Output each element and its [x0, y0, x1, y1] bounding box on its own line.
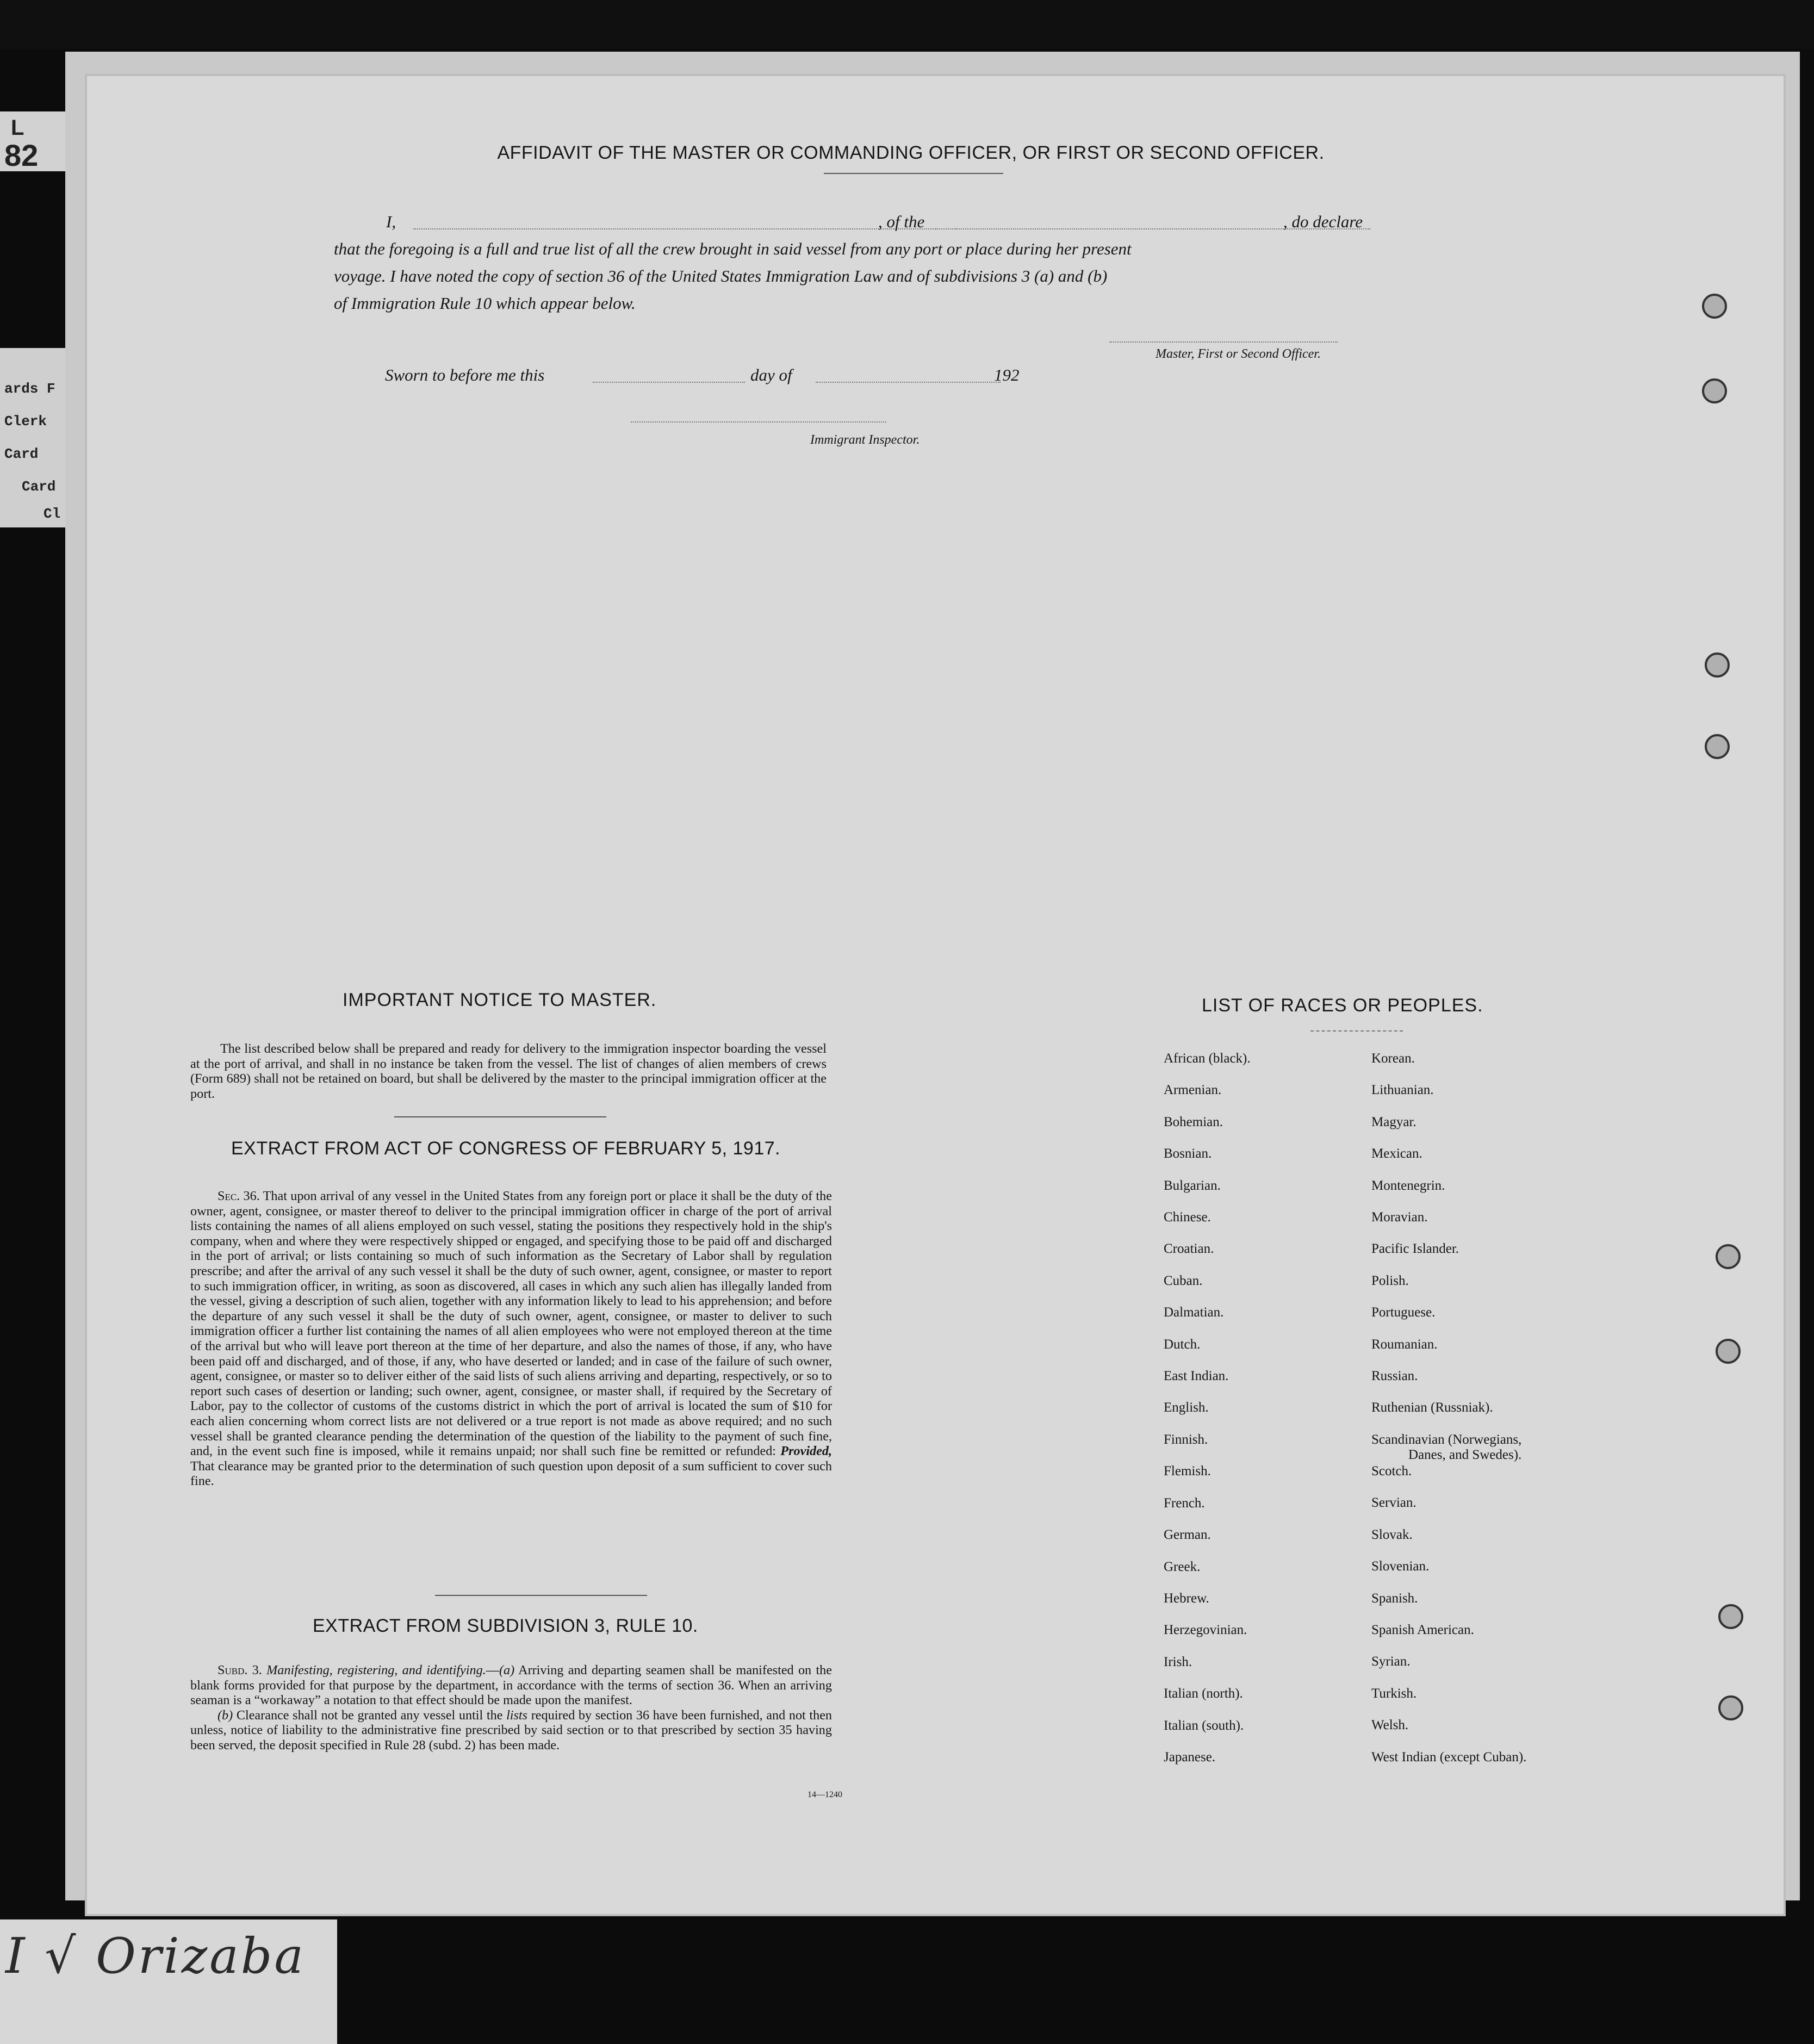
race-item: Bosnian.	[1164, 1146, 1212, 1161]
month-blank-line	[816, 382, 1001, 383]
margin-card-label: Clerk	[4, 413, 47, 430]
race-item: Portuguese.	[1371, 1305, 1436, 1320]
race-item: Bohemian.	[1164, 1114, 1223, 1129]
para-b-text-2: required by section 36 have been furnished, and not then unless, notice of liability to the administrative fine prescribed by said section or to that prescribed by section 35 having been served, the deposit specified in Rule 28 (subd. 2) has been made.	[190, 1707, 833, 1753]
race-item: Turkish.	[1371, 1686, 1417, 1701]
document-sheet	[87, 76, 1784, 1914]
affidavit-line2: that the foregoing is a full and true list of all the crew brought in said vessel from any port or place during her present	[334, 239, 1132, 258]
race-item: West Indian (except Cuban).	[1371, 1749, 1527, 1765]
race-item: Bulgarian.	[1164, 1178, 1221, 1193]
margin-page-number: 82	[4, 138, 39, 172]
race-item: Welsh.	[1371, 1718, 1409, 1733]
punch-hole-icon	[1716, 1244, 1741, 1269]
sec-36-text: That upon arrival of any vessel in the United States from any foreign port or place it shall be the duty of the owner, agent, consignee, or master thereof to deliver to the principal immigration officer in charge of the port of arrival lists containing the names of all aliens employed on such vessel, stating the positions they respectively hold in the ship's company, when and where they were respectively shipped or engaged, and specifying those to be paid off and discharged in the port of arrival; or lists containing so much of such information as the Secretary of Labor shall by regulation prescribe; and after the arrival of any such vessel it shall be the duty of such owner, agent, consignee, or master to report to such immigration officer, in writing, as soon as discovered, all cases in which any such alien has illegally landed from the vessel, giving a description of such alien, together with any information likely to lead to his apprehension; and before the departure of any such vessel it shall be the duty of such owner, agent, consignee, or master to deliver to such immigration officer a further list containing the names of all alien employees who were not employed thereon at the time of the arrival but who will leave port thereon at the time of her departure, and also the names of those, if any, who have been paid off and discharged, and of those, if any, who have deserted or landed; and in case of the failure of such owner, agent, consignee, or master so to deliver either of the said lists of such aliens arriving and departing, respectively, or so to report such cases of desertion or landing; such owner, agent, consignee, or master shall, if required by the Secretary of Labor, pay to the collector of customs of the customs district in which the port of arrival is located the sum of $10 for each alien concerning whom correct lists are not delivered or a true report is not made as above required; and no such vessel shall be granted clearance pending the determination of the question of the liability to the payment of such fine, and, in the event such fine is imposed, while it remains unpaid; nor shall such fine be remitted or refunded:	[190, 1189, 832, 1459]
name-blank-line	[413, 228, 957, 229]
race-item: Chinese.	[1164, 1210, 1211, 1225]
affidavit-i: I,	[386, 212, 396, 231]
race-item: Lithuanian.	[1371, 1083, 1434, 1098]
day-of-label: day of	[750, 365, 792, 384]
race-item: German.	[1164, 1527, 1211, 1543]
provided-label: Provided,	[780, 1444, 833, 1459]
race-item: English.	[1164, 1400, 1209, 1415]
race-item: Servian.	[1371, 1495, 1417, 1511]
race-item: Korean.	[1371, 1051, 1415, 1066]
race-item: Russian.	[1371, 1369, 1418, 1384]
margin-card-label: Card	[4, 446, 39, 462]
margin-card-label: Card	[22, 479, 56, 495]
race-item: Croatian.	[1164, 1241, 1214, 1257]
race-item: Finnish.	[1164, 1432, 1208, 1447]
race-item: Spanish American.	[1371, 1622, 1474, 1637]
races-title: LIST OF RACES OR PEOPLES.	[1202, 995, 1483, 1016]
margin-card-label: ards F	[4, 381, 55, 397]
notice-text	[190, 1041, 827, 1101]
sec-label: Sec. 36.	[218, 1189, 260, 1203]
race-item: Syrian.	[1371, 1654, 1411, 1669]
extract-act-title: EXTRACT FROM ACT OF CONGRESS OF FEBRUARY 5, 1917.	[231, 1138, 781, 1159]
para-b-text-1: Clearance shall not be granted any vessel until the	[236, 1707, 503, 1723]
affidavit-line3: voyage. I have noted the copy of section 36 of the United States Immigration Law and of subdivisions 3 (a) and (b)	[334, 266, 1108, 285]
punch-hole-icon	[1705, 653, 1730, 678]
master-signature-label: Master, First or Second Officer.	[1156, 347, 1321, 361]
race-item: Pacific Islander.	[1371, 1241, 1459, 1257]
inspector-signature-label: Immigrant Inspector.	[810, 433, 920, 447]
race-item	[1371, 1424, 1526, 1462]
punch-hole-icon	[1716, 1339, 1741, 1364]
race-item: Dalmatian.	[1164, 1305, 1224, 1320]
race-item-line: Danes, and Swedes).	[1408, 1447, 1522, 1462]
race-item: Greek.	[1164, 1559, 1201, 1574]
para-b-mark: (b)	[218, 1707, 233, 1723]
races-column-2	[1371, 1043, 1526, 1773]
race-item-line: Scandinavian (Norwegians,	[1371, 1432, 1522, 1447]
para-a-text: Arriving and departing seamen shall be manifested on the blank forms provided for that purpose by the department, in accordance with the terms of section 36. When an arriving seaman is a “workaway” a notation to that effect should be made upon the manifest.	[190, 1663, 832, 1708]
punch-hole-icon	[1718, 1604, 1743, 1629]
notice-title: IMPORTANT NOTICE TO MASTER.	[343, 990, 657, 1010]
section-rule	[394, 1116, 606, 1117]
sec-36-tail: That clearance may be granted prior to the determination of such question upon deposit of a sum sufficient to cover such fine.	[190, 1458, 832, 1489]
affidavit-of-the: , of the	[878, 212, 925, 231]
section-rule	[435, 1595, 647, 1596]
race-item: Hebrew.	[1164, 1591, 1209, 1606]
race-item: Magyar.	[1371, 1114, 1417, 1129]
form-number: 14—1240	[807, 1790, 842, 1799]
year-prefix: 192	[994, 365, 1020, 384]
inspector-signature-line	[631, 421, 886, 423]
race-item: Scotch.	[1371, 1463, 1412, 1478]
race-item: East Indian.	[1164, 1369, 1229, 1384]
master-signature-line	[1109, 341, 1338, 343]
race-item: Dutch.	[1164, 1337, 1201, 1352]
race-item: Herzegovinian.	[1164, 1623, 1247, 1638]
race-item: Spanish.	[1371, 1591, 1418, 1606]
subd-label: Subd. 3.	[218, 1663, 262, 1678]
extract-act-text	[190, 1189, 832, 1489]
race-item: Flemish.	[1164, 1464, 1211, 1479]
race-item: Montenegrin.	[1371, 1178, 1445, 1193]
margin-card-label: Cl	[44, 506, 61, 522]
affidavit-line4: of Immigration Rule 10 which appear below.	[334, 294, 636, 313]
margin-page-number-tab: L 82	[0, 111, 82, 171]
race-item: Italian (north).	[1164, 1686, 1243, 1701]
title-rule	[824, 173, 1003, 174]
punch-hole-icon	[1705, 734, 1730, 759]
day-blank-line	[593, 382, 745, 383]
race-item: Roumanian.	[1371, 1337, 1438, 1352]
race-item: Slovenian.	[1371, 1559, 1430, 1574]
scan-dark-border	[0, 0, 1814, 49]
punch-hole-icon	[1702, 378, 1727, 403]
race-item: Italian (south).	[1164, 1718, 1244, 1733]
race-item: Mexican.	[1371, 1146, 1422, 1161]
para-a-mark: (a)	[499, 1663, 515, 1678]
punch-hole-icon	[1702, 294, 1727, 319]
race-item: Polish.	[1371, 1273, 1409, 1288]
race-item: Slovak.	[1371, 1527, 1413, 1542]
race-item: Cuban.	[1164, 1273, 1203, 1288]
extract-rule-title: EXTRACT FROM SUBDIVISION 3, RULE 10.	[313, 1616, 698, 1636]
races-column-1	[1164, 1043, 1251, 1773]
race-item: Armenian.	[1164, 1083, 1222, 1098]
affidavit-title: AFFIDAVIT OF THE MASTER OR COMMANDING OFFICER, OR FIRST OR SECOND OFFICER.	[497, 142, 1325, 163]
race-item: Irish.	[1164, 1654, 1192, 1669]
race-item: Moravian.	[1371, 1210, 1428, 1225]
affidavit-declare: , do declare	[1283, 212, 1363, 231]
races-title-rule	[1310, 1030, 1403, 1032]
extract-rule-text: Subd. 3. Manifesting, registering, and identifying.—(a) Arriving and departing seamen shall be manifested on the blank forms provided for that purpose by the department, in accordance with the terms of section 36. When an arriving seaman is a “workaway” a notation to that effect should be made upon the manifest. (b) Clearance shall not be granted any vessel until the lists required by section 36 have been furnished, and not then unless, notice of liability to the administrative fine prescribed by said section or to that prescribed by section 35 having been served, the deposit specified in Rule 28 (subd. 2) has been made.	[190, 1663, 833, 1753]
punch-hole-icon	[1718, 1695, 1743, 1720]
race-item: French.	[1164, 1495, 1205, 1511]
para-b-lists: lists	[506, 1707, 528, 1723]
sworn-label: Sworn to before me this	[385, 365, 545, 384]
race-item: African (black).	[1164, 1051, 1251, 1066]
notice-paragraph: The list described below shall be prepared and ready for delivery to the immigration inspector boarding the vessel at the port of arrival, and shall in no instance be taken from the vessel. The list of changes of alien members of crews (Form 689) shall not be retained on board, but shall be delivered by the master to the principal immigration officer at the port.	[190, 1041, 827, 1101]
subd-heading: Manifesting, registering, and identifying.	[266, 1663, 486, 1678]
handwritten-note: I √ Orizaba	[5, 1928, 306, 1985]
race-item: Japanese.	[1164, 1749, 1216, 1765]
race-item: Ruthenian (Russniak).	[1371, 1400, 1493, 1415]
